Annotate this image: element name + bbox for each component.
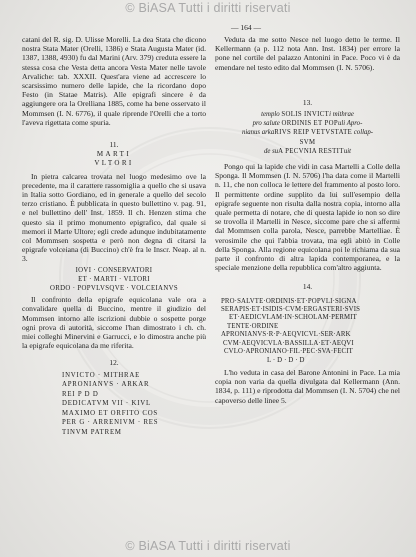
copyright-watermark-top: © BiASA Tutti i diritti riservati — [125, 1, 291, 15]
inscription-line: IOVI · CONSERVATORI — [75, 266, 153, 274]
inscription-line — [215, 147, 400, 156]
inscription-line: REI P D D — [62, 390, 99, 398]
paragraph: Veduta da me sotto Nesce nel luogo detto le terme. Il Kellermann (a p. 112 nota Ann. Inst. 1834) per errore la pone nel cortile del palazzo Antonini in Pace. Poco vi è da emendare nel testo edito dal Mommsen (I. N. 5706). — [215, 35, 400, 72]
right-column — [215, 35, 400, 405]
dedication-title-line: MARTI — [96, 150, 132, 159]
restored-text: collap- — [352, 129, 374, 137]
inscription-text: A PECVNIA RESTIT — [278, 147, 344, 155]
inscription-line: SERAPIS·ET·ISIDIS·CVM·ERGASTERI·SVIS — [221, 306, 361, 314]
inscription-line: APRONIANVS·R·P·AEQVICVL·SER·ARK — [221, 331, 351, 339]
paragraph: Pongo qui la lapide che vidi in casa Martelli a Colle della Sponga. Il Mommsen (I. N. 5706) l'ha data come il Martelli n. 11, che non colloca le lettere del frammento al posto loro. Il permittente ordine supplito da lui sull'esempio della epigrafe seguente non risulta dalla nostra copia, intorno alla quale permetta di notare, che di questa lapide io non so dire se trovolla il Martelli in Nesce, siccome pare che si affermi dal Mommsen colla parola, Nesce, parrebbe Martelliae. È verosimile che qui l'abbia trovata, ma egli abitò in Colle della Sponga. Alla regione equicolana poi le richiama da sua parte il confronto di altra lapida contemporanea, e la speciale menzione della repubblica com'altro aggiunta. — [215, 162, 400, 273]
inscription-line: MAXIMO ET ORFITO COS — [62, 409, 158, 417]
paragraph: Il confronto della epigrafe equicolana vale ora a convalidare quella di Buccino, mentre il giudizio del Mommsen intorno alle iscrizioni dubbie o sospette porge ogni prova di autorità, siccome l'han dimostrato i ch. ch. miei colleghi Minervini e Garrucci, e lo dimostra anche più la epigrafe equicolana da me riferita. — [22, 295, 206, 351]
restored-text: i mithrae — [329, 111, 354, 119]
inscription-line: ORDO · POPVLVSQVE · VOLCEIANVS — [50, 285, 178, 293]
inscription-line: CVLO·APRONIANO·FIL·PEC·SVA·FECIT — [224, 348, 353, 356]
inscription-text: RIVS REIP VETVSTATE — [274, 129, 353, 137]
inscription-line: INVICTO · MITHRAE — [62, 371, 141, 379]
inscription-11 — [22, 266, 206, 294]
inscription-line: PRO·SALVTE·ORDINIS·ET·POPVLI·SIGNA — [221, 297, 357, 305]
restored-text: de su — [263, 147, 279, 155]
inscription-line: L · D · D · D — [267, 356, 305, 364]
inscription-line: DEDICATVM VII · KIVL — [62, 400, 151, 408]
inscription-line: TINVM PATREM — [62, 428, 122, 436]
restored-text: pro salute — [252, 120, 282, 128]
section-number-12: 12. — [109, 357, 119, 367]
inscription-13 — [215, 110, 400, 156]
copyright-watermark-bottom: © BiASA Tutti i diritti riservati — [125, 539, 291, 553]
inscription-14 — [215, 298, 400, 365]
restored-text: uit — [343, 147, 351, 155]
inscription-line: ET·AEDICVLAM·IN·SCHOLAM·PERMIT — [229, 314, 357, 322]
inscription-text: ORDINIS ET POP — [281, 120, 338, 128]
inscription-line — [215, 128, 400, 137]
inscription-line: CVM·AEQVICVLA·BASSILLA·ET·AEQVI — [223, 339, 354, 347]
section-number-14: 14. — [302, 282, 313, 292]
restored-text: uli Apro- — [337, 120, 363, 128]
section-number-13: 13. — [302, 97, 313, 107]
inscription-line — [215, 119, 400, 128]
page-number: — 164 — — [231, 23, 261, 32]
section-number-11: 11. — [109, 140, 119, 150]
paragraph: L'ho veduta in casa del Barone Antonini in Pace. La mia copia non varia da quella divulgata dal Kellermann (Ann. 1834, p. 111) e riprodotta dal Mommsen (I. N. 5704) che nel capoverso delle linee 5. — [215, 367, 400, 405]
inscription-12 — [22, 371, 206, 438]
left-column — [22, 35, 206, 437]
inscription-line: ET · MARTI · VLTORI — [78, 275, 150, 283]
inscription-line: TENTE·ORDINE — [227, 322, 279, 330]
inscription-line: PER G · ARRENIVM · RES — [62, 419, 159, 427]
inscription-line — [215, 110, 400, 119]
restored-text: nianus arka — [241, 129, 275, 137]
inscription-line — [215, 138, 400, 147]
dedication-title-line: VLTORI — [94, 159, 134, 168]
inscription-line: APRONIANVS · ARKAR — [62, 381, 150, 389]
paragraph: In pietra calcarea trovata nel luogo medesimo ove la precedente, ma il carattere rassomiglia a quello che si usava in Italia sotto Gordiano, ed in generale a quello del secolo terzo cristiano. È pubblicata in questo bullettino v. pag. 91, e nel bullettino dell' Inst. 1859. Il ch. Henzen stima che questo sia il primo monumento epigrafico, dal quale si memori il Marte Ultore; egli crede adunque indubitatamente col Mommsen sospetta e però non degna di citarsi la epigrafe volceiana (di Buccino) ch'è fra le Inscr. Neap. al n. 3. — [22, 171, 206, 264]
inscription-text: SOLIS INVICT — [281, 111, 330, 119]
paragraph: catani del R. sig. D. Ulisse Morelli. La dea Stata che dicono nostra Stata Mater (Orelli, 1386) e Stata Augusta Mater (id. 1387, 1388, 4930) fu dal Marini (Arv. 379) creduta essere la stessa cosa che Vesta detta ancora Vesta Mater nelle tavole Arvaliche: tab. XXXII. Quest'ara viene ad accrescere lo scarsissimo numero delle lapide, che la ricordano dopo Festo (in Statae Matris). Alle epigrafi sincere è da aggiungere ora la Orelliana 1885, come ha bene osservato il Mommsen (I. N. 6776), il quale riprende l'Orelli che a torto l'aveva rigettata come spuria. — [22, 35, 206, 127]
inscription-text: SVM — [299, 138, 316, 146]
restored-text: templo — [261, 111, 282, 119]
